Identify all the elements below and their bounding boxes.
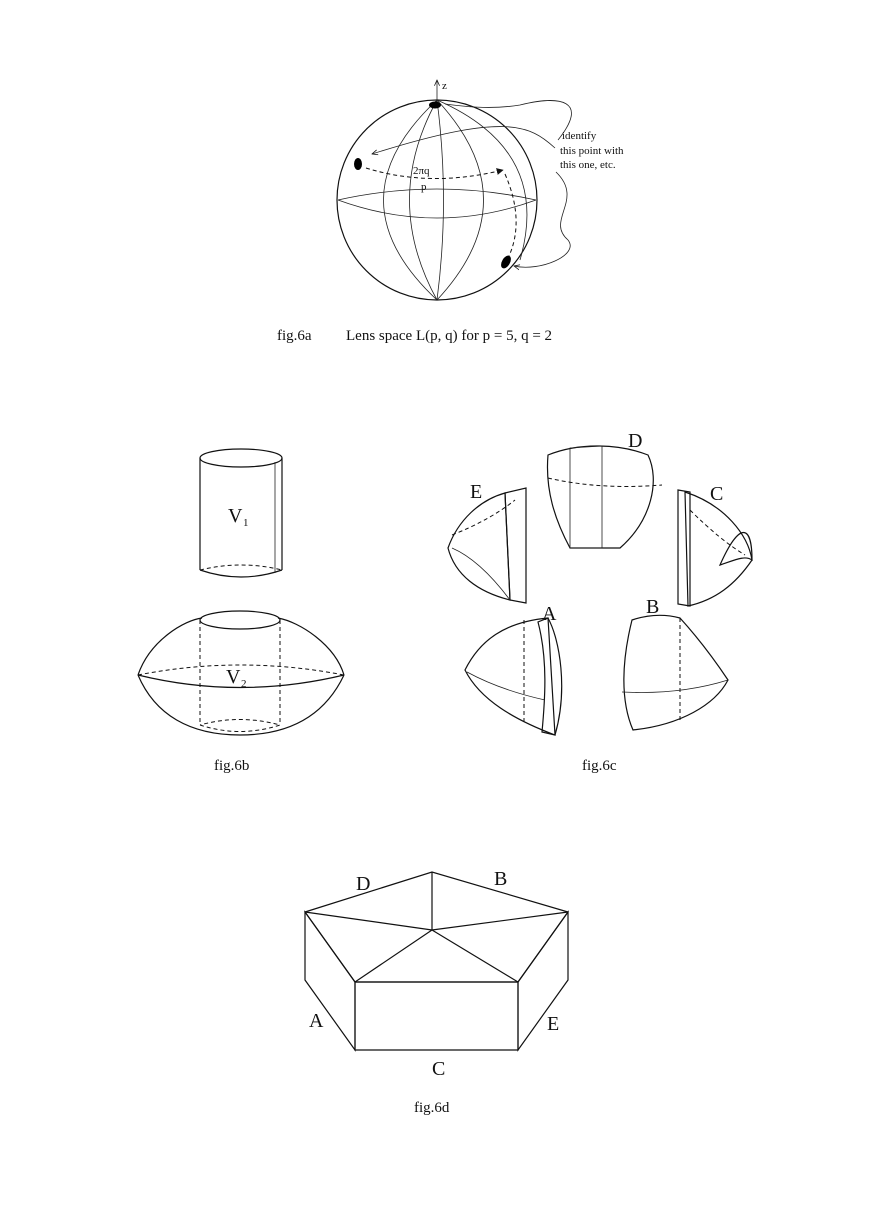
rotation-arc-down: [505, 174, 516, 256]
prism-top-line-3: [432, 912, 568, 930]
piece-label-b: B: [646, 596, 660, 618]
piece-label-d: D: [628, 430, 643, 452]
angle-denominator: p: [421, 181, 427, 193]
piece-c-dotted: [685, 492, 752, 606]
sphere-meridian-3: [437, 100, 444, 300]
piece-a-equator: [467, 672, 545, 700]
fig6b-diagram: [138, 449, 344, 774]
fig6c-diagram: [448, 430, 752, 774]
prism-top-line-4: [355, 930, 432, 982]
prism-face-right: [518, 912, 568, 1050]
piece-c-striped: [678, 490, 690, 606]
piece-d-striped: [570, 446, 602, 548]
note-line-2: this point with: [560, 145, 624, 157]
v1-top: [200, 449, 282, 467]
fig6d-caption: fig.6d: [414, 1100, 450, 1116]
z-axis-label: z: [442, 80, 447, 92]
sphere-equator-back: [338, 189, 536, 200]
piece-e-curve: [452, 548, 510, 600]
piece-b-body: [624, 615, 728, 730]
piece-label-e: E: [470, 481, 483, 503]
point-left: [354, 158, 362, 170]
piece-e-dotted: [448, 493, 510, 600]
piece-label-c: C: [710, 483, 724, 505]
fig6b-caption: fig.6b: [214, 758, 250, 774]
note-arrow-up: [372, 127, 555, 154]
note-arrow-loop: [445, 101, 571, 140]
prism-top-line-5: [432, 930, 518, 982]
prism-top: [305, 872, 568, 982]
piece-c-dash: [690, 510, 745, 555]
fig6a-diagram: [277, 80, 624, 344]
prism-label-e: E: [547, 1013, 560, 1035]
v1-subscript: 1: [243, 517, 249, 529]
piece-d-dotted: [547, 446, 653, 548]
v1-bottom-front: [200, 570, 282, 577]
piece-a-dotted: [538, 618, 562, 735]
v2-label: V: [226, 666, 241, 688]
angle-numerator: 2πq: [413, 165, 430, 177]
fig6a-caption-text: Lens space L(p, q) for p = 5, q = 2: [346, 328, 553, 344]
note-line-3: this one, etc.: [560, 159, 616, 171]
v2-bottom-hole: [200, 720, 280, 732]
piece-label-a: A: [542, 603, 557, 625]
north-pole-point: [429, 102, 441, 109]
sphere-outline: [337, 100, 537, 300]
prism-label-a: A: [309, 1010, 324, 1032]
v2-equator-back: [138, 665, 344, 675]
sphere-meridian-1: [384, 100, 438, 300]
note-line-1: identify: [562, 130, 597, 142]
prism-label-c: C: [432, 1058, 446, 1080]
v1-bottom-back: [200, 565, 282, 570]
fig6a-caption-tag: fig.6a: [277, 328, 312, 344]
v2-top-hole: [200, 611, 280, 629]
prism-label-d: D: [356, 873, 371, 895]
prism-label-b: B: [494, 868, 508, 890]
fig6c-caption: fig.6c: [582, 758, 617, 774]
v2-subscript: 2: [241, 678, 247, 690]
sphere-equator: [338, 200, 536, 218]
piece-d-dash: [548, 478, 662, 486]
prism-top-line-2: [305, 912, 432, 930]
sphere-meridian-2: [410, 100, 438, 300]
piece-c-fold: [720, 533, 752, 566]
fig6d-diagram: [305, 868, 568, 1116]
prism-face-front: [355, 982, 518, 1050]
sphere-meridian-4: [437, 100, 484, 300]
v2-upper-shell: [138, 618, 344, 675]
piece-b-equator: [622, 680, 728, 693]
v1-label: V: [228, 505, 243, 527]
